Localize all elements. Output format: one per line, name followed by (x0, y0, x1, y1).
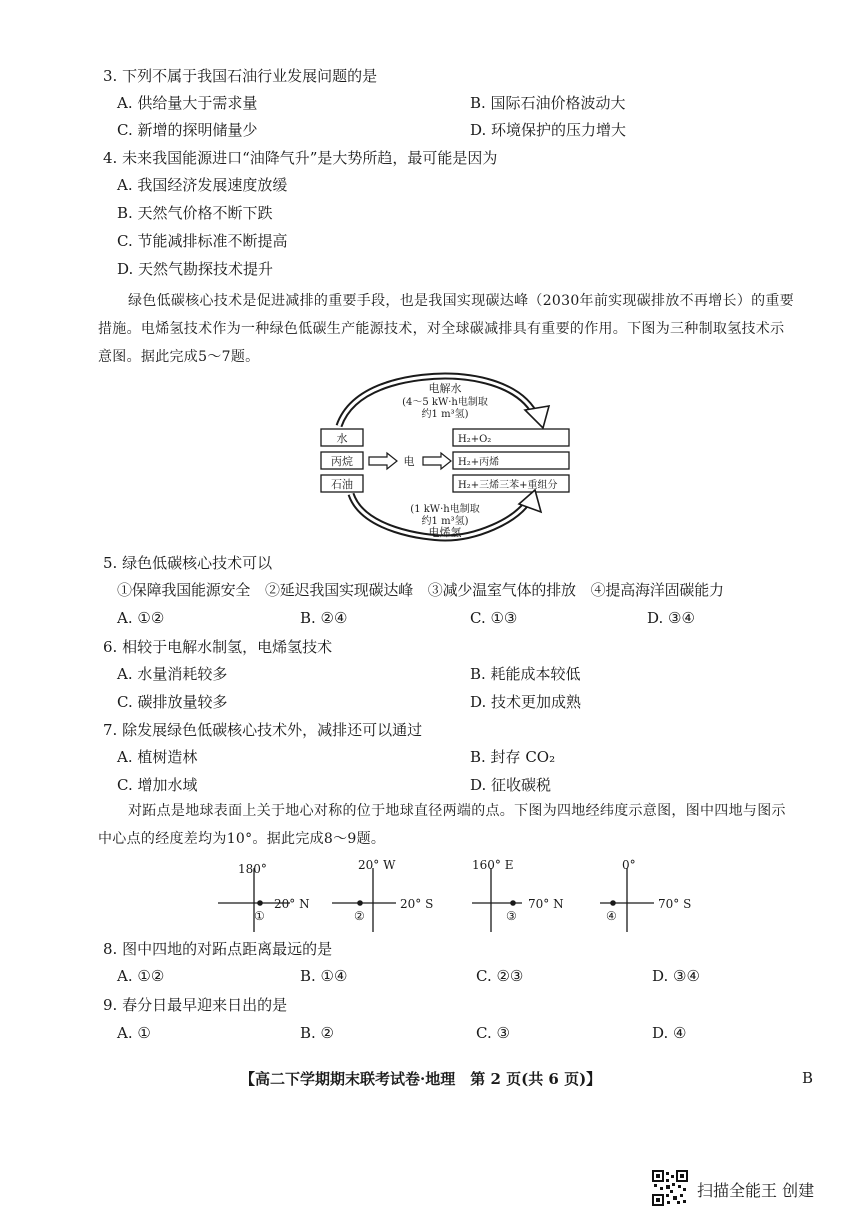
svg-text:160° E: 160° E (472, 858, 514, 872)
q3-option-d: D. 环境保护的压力增大 (470, 121, 627, 139)
arrow-from-electric (423, 453, 451, 469)
left-box-oil: 石油 (331, 478, 353, 491)
q8-option-a: A. ①② (117, 967, 165, 985)
q9-option-a: A. ① (117, 1024, 151, 1042)
svg-text:②: ② (354, 909, 365, 923)
q8-option-b: B. ①④ (300, 967, 348, 985)
q7-option-c: C. 增加水域 (117, 776, 198, 794)
left-box-propane: 丙烷 (331, 455, 353, 468)
passage-hydrogen: 绿色低碳核心技术是促进减排的重要手段，也是我国实现碳达峰（2030年前实现碳排放不再增长）的重要措施。电烯氢技术作为一种绿色低碳生产能源技术，对全球碳减排具有重要的作用。下图为三种制取氢技术示意图。据此完成5～7题。 (98, 293, 795, 365)
q5-option-d: D. ③④ (647, 609, 695, 627)
q6-option-b: B. 耗能成本较低 (470, 665, 581, 683)
cross-point-2 (332, 858, 433, 932)
svg-text:20° W: 20° W (358, 858, 396, 872)
qr-code-icon (652, 1170, 688, 1206)
q4-stem: 4. 未来我国能源进口“油降气升”是大势所趋，最可能是因为 (103, 149, 498, 167)
right-box-3: H₂+三烯三苯+重组分 (458, 480, 558, 491)
version-label: B (802, 1069, 814, 1087)
svg-text:①: ① (254, 909, 265, 923)
q9-stem: 9. 春分日最早迎来日出的是 (103, 996, 288, 1014)
q9-option-b: B. ② (300, 1024, 335, 1042)
cross-point-3 (472, 858, 564, 932)
scanner-watermark: 扫描全能王 创建 (697, 1181, 815, 1200)
cross-point-4 (600, 858, 691, 932)
center-electric: 电 (403, 455, 415, 468)
top-title: 电解水 (428, 382, 462, 395)
q3-option-c: C. 新增的探明储量少 (117, 121, 258, 139)
q7-option-b: B. 封存 CO₂ (470, 748, 556, 766)
q5-option-c: C. ①③ (470, 609, 518, 627)
q3-option-a: A. 供给量大于需求量 (117, 94, 258, 112)
bottom-note-2: 约1 m³氢) (421, 516, 469, 527)
q6-option-d: D. 技术更加成熟 (470, 693, 582, 711)
svg-text:③: ③ (506, 909, 517, 923)
q8-option-c: C. ②③ (476, 967, 524, 985)
q6-stem: 6. 相较于电解水制氢，电烯氢技术 (103, 638, 333, 656)
q3-stem: 3. 下列不属于我国石油行业发展问题的是 (103, 67, 378, 85)
q5-option-a: A. ①② (117, 609, 165, 627)
q8-stem: 8. 图中四地的对跖点距离最远的是 (103, 940, 333, 958)
top-note-2: 约1 m³氢) (421, 409, 469, 420)
arrow-to-electric (369, 453, 397, 469)
q7-option-a: A. 植树造林 (117, 748, 198, 766)
svg-text:70° S: 70° S (658, 897, 692, 911)
q8-option-d: D. ③④ (652, 967, 700, 985)
q3-option-b: B. 国际石油价格波动大 (470, 94, 626, 112)
q6-option-a: A. 水量消耗较多 (117, 665, 228, 683)
svg-text:20° S: 20° S (400, 897, 434, 911)
top-note-1: (4～5 kW·h电制取 (402, 397, 488, 408)
latlon-diagram (210, 854, 710, 934)
svg-text:70° N: 70° N (528, 897, 564, 911)
bottom-title: 电烯氢 (428, 526, 462, 539)
hydrogen-diagram (315, 372, 575, 542)
q4-option-d: D. 天然气勘探技术提升 (117, 260, 274, 278)
page-footer: 【高二下学期期末联考试卷·地理 第 2 页(共 6 页)】 (240, 1070, 602, 1088)
svg-text:④: ④ (606, 909, 617, 923)
q4-option-a: A. 我国经济发展速度放缓 (117, 176, 288, 194)
q9-option-d: D. ④ (652, 1024, 687, 1042)
q7-option-d: D. 征收碳税 (470, 776, 552, 794)
q4-option-c: C. 节能减排标准不断提高 (117, 232, 288, 250)
svg-text:180°: 180° (238, 862, 267, 876)
q7-stem: 7. 除发展绿色低碳核心技术外，减排还可以通过 (103, 721, 423, 739)
passage-antipode: 对跖点是地球表面上关于地心对称的位于地球直径两端的点。下图为四地经纬度示意图，图中四地与图示中心点的经度差均为10°。据此完成8～9题。 (98, 803, 786, 847)
q9-option-c: C. ③ (476, 1024, 510, 1042)
cross-point-1 (218, 862, 310, 932)
q6-option-c: C. 碳排放量较多 (117, 693, 228, 711)
q5-option-b: B. ②④ (300, 609, 348, 627)
svg-text:20° N: 20° N (274, 897, 310, 911)
svg-text:0°: 0° (622, 858, 636, 872)
q5-items: ①保障我国能源安全 ②延迟我国实现碳达峰 ③减少温室气体的排放 ④提高海洋固碳能力 (117, 581, 724, 599)
q5-stem: 5. 绿色低碳核心技术可以 (103, 554, 273, 572)
right-box-2: H₂+丙烯 (458, 457, 500, 468)
left-box-water: 水 (336, 432, 348, 445)
q4-option-b: B. 天然气价格不断下跌 (117, 204, 273, 222)
bottom-note-1: (1 kW·h电制取 (410, 504, 480, 515)
right-box-1: H₂+O₂ (458, 434, 492, 445)
